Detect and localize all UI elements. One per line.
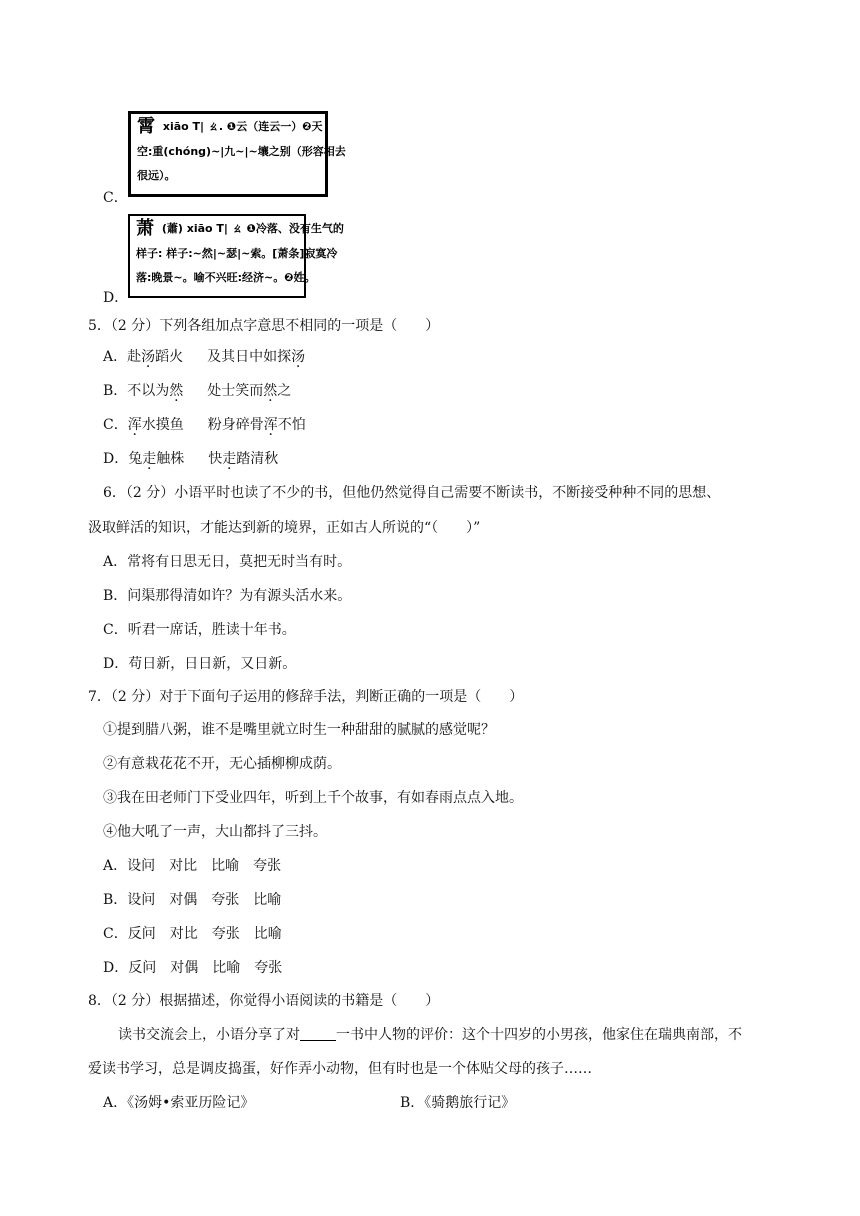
option-c-dictionary-image[interactable] [128,111,346,197]
option-c-line1: 霄 xiāo T| ㄠ. ❶云（连云一）❷天 [137,116,323,137]
q7-sentence-3: ③我在田老师门下受业四年，听到上千个故事，有如春雨点点入地。 [103,790,523,806]
q8-passage-line1: 读书交流会上，小语分享了对 一书中人物的评价：这个十四岁的小男孩，他家住在瑞典南部，不 [118,1027,742,1043]
q8-blank[interactable] [300,1026,336,1041]
q8-passage-line2: 爱读书学习，总是调皮捣蛋，好作弄小动物，但有时也是一个体贴父母的孩子…… [88,1061,592,1077]
q6-option-d[interactable]: D．苟日新，日日新，又日新。 [103,656,297,672]
q7-stem: 7．（2 分）对于下面句子运用的修辞手法，判断正确的一项是（ ） [88,689,524,705]
q8-option-a[interactable]: A．《汤姆•索亚历险记》 [103,1095,255,1111]
option-d-line1: 萧 (蕭) xiāo T| ㄠ ❶冷落、没有生气的 [136,218,344,239]
option-d-dictionary-image[interactable] [128,214,344,298]
option-d-letter[interactable]: D． [103,290,129,306]
q7-option-a[interactable]: A．设问 对比 比喻 夸张 [103,858,282,874]
q5-option-c[interactable]: C．浑水摸鱼 粉身碎骨浑不怕 [103,417,306,433]
q5-option-b[interactable]: B．不以为然 处士笑而然之 [103,383,292,399]
q6-option-b[interactable]: B．问渠那得清如许？为有源头活水来。 [103,588,352,604]
option-c-line2: 空:重(chóng)~|九~|~壤之别（形容相去 [137,145,346,158]
q5-option-d[interactable]: D．兔走触株 快走踏清秋 [103,451,279,467]
option-c-headword: 霄 [137,116,155,137]
option-d-line2: 样子: 样子:~然|~瑟|~索。[萧条]寂寞冷 [136,247,338,260]
option-c-letter[interactable]: C． [103,190,128,206]
q7-sentence-2: ②有意栽花花不开，无心插柳柳成荫。 [103,756,341,772]
q8-stem: 8．（2 分）根据描述，你觉得小语阅读的书籍是（ ） [88,993,440,1009]
q7-option-d[interactable]: D．反问 对偶 比喻 夸张 [103,960,283,976]
q6-option-a[interactable]: A．常将有日思无日，莫把无时当有时。 [103,554,352,570]
option-d-headword: 萧 [136,218,154,239]
q7-option-c[interactable]: C．反问 对比 夸张 比喻 [103,926,282,942]
q6-option-c[interactable]: C．听君一席话，胜读十年书。 [103,622,296,638]
q7-sentence-4: ④他大吼了一声，大山都抖了三抖。 [103,824,327,840]
q7-option-b[interactable]: B．设问 对偶 夸张 比喻 [103,892,282,908]
option-c-line3: 很远）。 [137,169,176,182]
q8-option-b[interactable]: B．《骑鹅旅行记》 [400,1095,516,1111]
q6-stem-continued: 汲取鲜活的知识，才能达到新的境界，正如古人所说的“（ ）” [88,520,481,536]
q5-stem: 5．（2 分）下列各组加点字意思不相同的一项是（ ） [88,318,440,334]
option-d-line3: 落:晚景~。喻不兴旺:经济~。❷姓。 [136,271,316,284]
q6-stem: 6．（2 分）小语平时也读了不少的书，但他仍然觉得自己需要不断读书，不断接受种种不同的思想、 [103,485,721,501]
q5-option-a[interactable]: A．赴汤蹈火 及其日中如探汤 [103,349,306,365]
q7-sentence-1: ①提到腊八粥，谁不是嘴里就立时生一种甜甜的腻腻的感觉呢？ [103,722,495,738]
